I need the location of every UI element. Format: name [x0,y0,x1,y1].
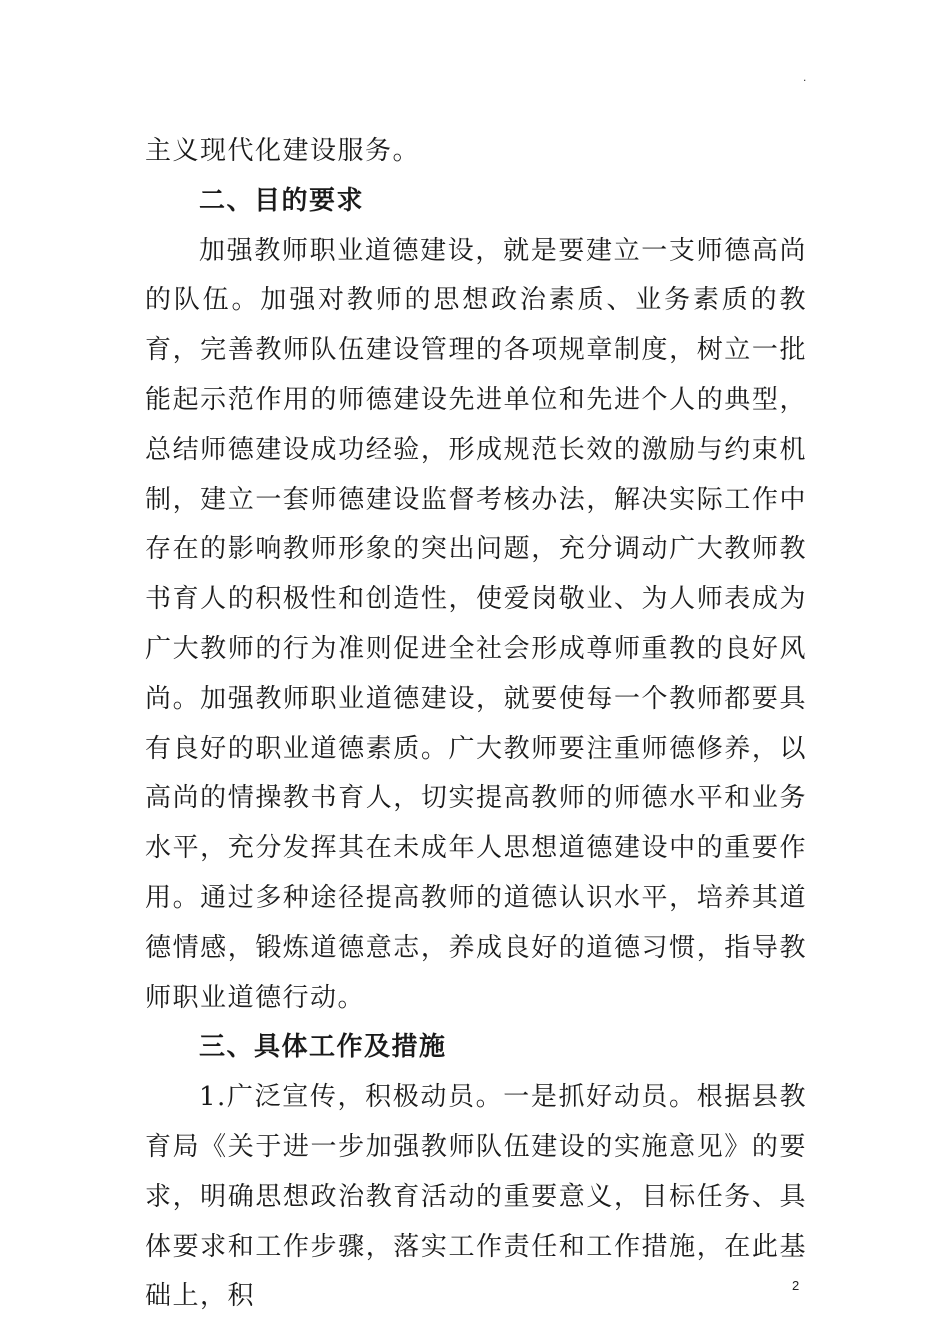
continuation-paragraph: 主义现代化建设服务。 [145,136,421,166]
section-heading-measures: 三、具体工作及措施 [199,1032,447,1063]
document-body [145,127,807,1322]
section-heading-goals: 二、目的要求 [199,185,365,216]
measures-paragraph: 1.广泛宣传，积极动员。一是抓好动员。根据县教育局《关于进一步加强教师队伍建设的实施意见》的要求，明确思想政治教育活动的重要意义，目标任务、具体要求和工作步骤，落实工作责任和工作措施，在此基础上，积 [145,1082,807,1312]
goals-paragraph: 加强教师职业道德建设，就是要建立一支师德高尚的队伍。加强对教师的思想政治素质、业务素质的教育，完善教师队伍建设管理的各项规章制度，树立一批能起示范作用的师德建设先进单位和先进个人的典型，总结师德建设成功经验，形成规范长效的激励与约束机制，建立一套师德建设监督考核办法，解决实际工作中存在的影响教师形象的突出问题，充分调动广大教师教书育人的积极性和创造性，使爱岗敬业、为人师表成为广大教师的行为准则促进全社会形成尊师重教的良好风尚。加强教师职业道德建设，就要使每一个教师都要具有良好的职业道德素质。广大教师要注重师德修养，以高尚的情操教书育人，切实提高教师的师德水平和业务水平，充分发挥其在未成年人思想道德建设中的重要作用。通过多种途径提高教师的道德认识水平，培养其道德情感，锻炼道德意志，养成良好的道德习惯，指导教师职业道德行动。 [145,235,807,1013]
corner-mark: . [803,70,807,84]
page-number: 2 [792,1278,800,1293]
